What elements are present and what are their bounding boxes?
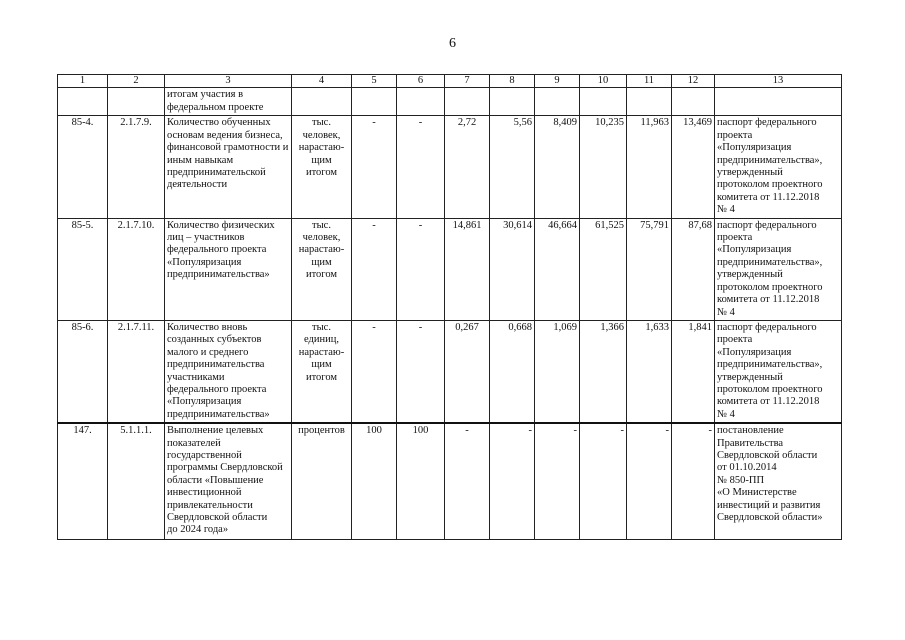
row-number: 85-4. <box>58 116 108 218</box>
value-cell: - <box>672 423 715 540</box>
header-cell: 8 <box>490 75 535 88</box>
value-cell: - <box>535 423 580 540</box>
row-code <box>108 88 165 116</box>
indicator-name: Количество обученных основам ведения бизнеса, финансовой грамотности и иным навыкам предпринимательской деятельности <box>165 116 292 218</box>
value-cell: 10,235 <box>580 116 627 218</box>
table-header-row <box>58 75 842 88</box>
header-cell: 3 <box>165 75 292 88</box>
indicator-name: Количество вновь созданных субъектов малого и среднего предпринимательства участниками федерального проекта «Популяризация предпринимательства» <box>165 320 292 423</box>
value-cell: 1,069 <box>535 320 580 423</box>
unit-cell: тыс. человек, нарастаю- щим итогом <box>292 116 352 218</box>
header-cell: 2 <box>108 75 165 88</box>
value-cell: 87,68 <box>672 218 715 320</box>
value-cell: 0,267 <box>445 320 490 423</box>
header-cell: 7 <box>445 75 490 88</box>
unit-cell: тыс. единиц, нарастаю- щим итогом <box>292 320 352 423</box>
row-code: 5.1.1.1. <box>108 423 165 540</box>
table-row <box>58 88 842 116</box>
row-code: 2.1.7.11. <box>108 320 165 423</box>
value-cell: 14,861 <box>445 218 490 320</box>
value-cell: 5,56 <box>490 116 535 218</box>
row-code: 2.1.7.9. <box>108 116 165 218</box>
value-cell: 100 <box>397 423 445 540</box>
value-cell: 1,633 <box>627 320 672 423</box>
value-cell <box>672 88 715 116</box>
page-number: 6 <box>449 36 456 51</box>
value-cell: 75,791 <box>627 218 672 320</box>
value-cell <box>535 88 580 116</box>
header-cell: 6 <box>397 75 445 88</box>
value-cell: 2,72 <box>445 116 490 218</box>
source-cell: паспорт федерального проекта «Популяризация предпринимательства», утвержденный протоколом проектного комитета от 11.12.2018 № 4 <box>715 116 842 218</box>
header-cell: 10 <box>580 75 627 88</box>
value-cell: - <box>627 423 672 540</box>
value-cell: 8,409 <box>535 116 580 218</box>
value-cell: 61,525 <box>580 218 627 320</box>
value-cell <box>352 88 397 116</box>
table-row <box>58 218 842 320</box>
row-number: 147. <box>58 423 108 540</box>
header-cell: 9 <box>535 75 580 88</box>
value-cell: - <box>352 218 397 320</box>
row-number: 85-6. <box>58 320 108 423</box>
value-cell <box>397 88 445 116</box>
value-cell: - <box>397 116 445 218</box>
value-cell: 1,841 <box>672 320 715 423</box>
row-number <box>58 88 108 116</box>
value-cell: 0,668 <box>490 320 535 423</box>
indicator-name: Выполнение целевых показателей государственной программы Свердловской области «Повышение инвестиционной привлекательности Свердловской области до 2024 года» <box>165 423 292 540</box>
value-cell: 1,366 <box>580 320 627 423</box>
unit-cell: процентов <box>292 423 352 540</box>
source-cell: постановление Правительства Свердловской области от 01.10.2014 № 850-ПП «О Министерстве инвестиций и развития Свердловской области» <box>715 423 842 540</box>
source-cell: паспорт федерального проекта «Популяризация предпринимательства», утвержденный протоколом проектного комитета от 11.12.2018 № 4 <box>715 218 842 320</box>
value-cell: - <box>445 423 490 540</box>
header-cell: 11 <box>627 75 672 88</box>
value-cell: - <box>397 218 445 320</box>
table-row <box>58 423 842 540</box>
value-cell <box>490 88 535 116</box>
header-cell: 1 <box>58 75 108 88</box>
value-cell: - <box>490 423 535 540</box>
value-cell <box>627 88 672 116</box>
value-cell: 11,963 <box>627 116 672 218</box>
unit-cell: тыс. человек, нарастаю- щим итогом <box>292 218 352 320</box>
value-cell: - <box>397 320 445 423</box>
row-number: 85-5. <box>58 218 108 320</box>
value-cell: 30,614 <box>490 218 535 320</box>
value-cell: 100 <box>352 423 397 540</box>
header-cell: 12 <box>672 75 715 88</box>
value-cell: 46,664 <box>535 218 580 320</box>
indicators-table <box>57 74 842 540</box>
source-cell <box>715 88 842 116</box>
value-cell: - <box>352 116 397 218</box>
header-cell: 13 <box>715 75 842 88</box>
indicator-name: итогам участия в федеральном проекте <box>165 88 292 116</box>
row-code: 2.1.7.10. <box>108 218 165 320</box>
header-cell: 5 <box>352 75 397 88</box>
value-cell: - <box>580 423 627 540</box>
value-cell: - <box>352 320 397 423</box>
source-cell: паспорт федерального проекта «Популяризация предпринимательства», утвержденный протоколом проектного комитета от 11.12.2018 № 4 <box>715 320 842 423</box>
value-cell: 13,469 <box>672 116 715 218</box>
table-row <box>58 116 842 218</box>
indicator-name: Количество физических лиц – участников федерального проекта «Популяризация предпринимательства» <box>165 218 292 320</box>
table-row <box>58 320 842 423</box>
unit-cell <box>292 88 352 116</box>
header-cell: 4 <box>292 75 352 88</box>
value-cell <box>445 88 490 116</box>
value-cell <box>580 88 627 116</box>
